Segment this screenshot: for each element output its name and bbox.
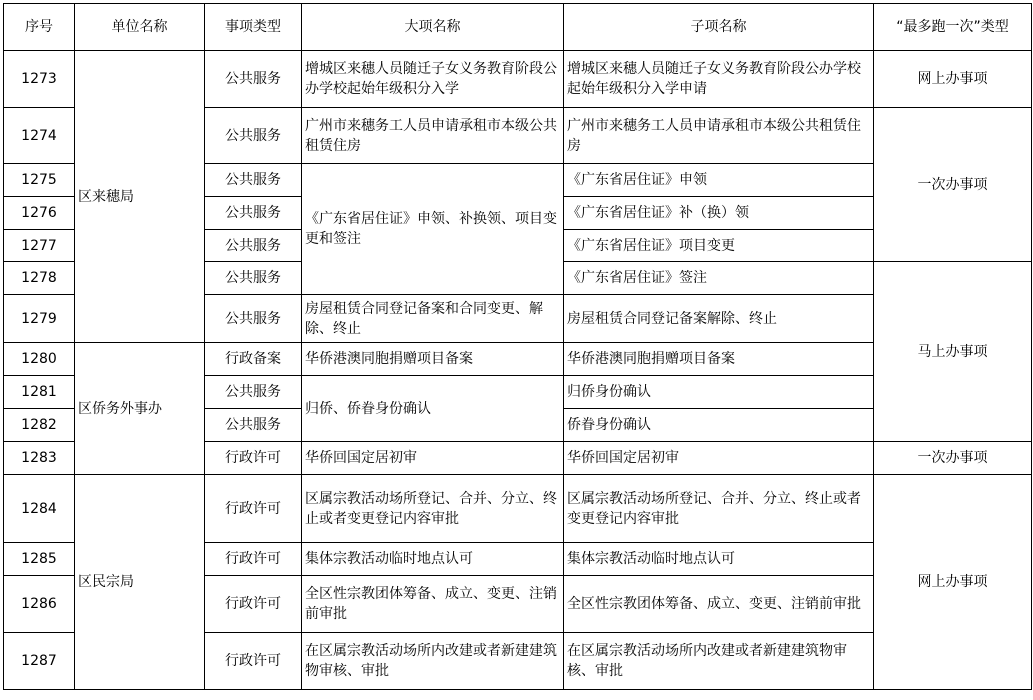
sub-cell: 集体宗教活动临时地点认可 [564, 543, 874, 576]
seq-cell: 1274 [4, 108, 75, 164]
header-sub: 子项名称 [564, 4, 874, 51]
seq-cell: 1277 [4, 230, 75, 262]
seq-cell: 1285 [4, 543, 75, 576]
major-cell: 华侨回国定居初审 [302, 442, 564, 475]
runtype-cell: 马上办事项 [874, 262, 1032, 442]
unit-cell: 区民宗局 [75, 475, 205, 690]
type-cell: 公共服务 [205, 197, 302, 230]
type-cell: 行政许可 [205, 576, 302, 633]
sub-cell: 全区性宗教团体筹备、成立、变更、注销前审批 [564, 576, 874, 633]
sub-cell: 《广东省居住证》补（换）领 [564, 197, 874, 230]
type-cell: 行政许可 [205, 442, 302, 475]
type-cell: 公共服务 [205, 262, 302, 295]
major-cell: 广州市来穗务工人员申请承租市本级公共租赁住房 [302, 108, 564, 164]
type-cell: 公共服务 [205, 409, 302, 442]
type-cell: 行政许可 [205, 475, 302, 543]
seq-cell: 1284 [4, 475, 75, 543]
header-runtype: “最多跑一次”类型 [874, 4, 1032, 51]
major-cell: 《广东省居住证》申领、补换领、项目变更和签注 [302, 164, 564, 295]
type-cell: 公共服务 [205, 295, 302, 343]
type-cell: 公共服务 [205, 108, 302, 164]
major-cell: 在区属宗教活动场所内改建或者新建建筑物审核、审批 [302, 633, 564, 690]
runtype-cell: 网上办事项 [874, 475, 1032, 690]
sub-cell: 广州市来穗务工人员申请承租市本级公共租赁住房 [564, 108, 874, 164]
seq-cell: 1287 [4, 633, 75, 690]
table-row [4, 51, 1032, 108]
type-cell: 公共服务 [205, 164, 302, 197]
type-cell: 行政备案 [205, 343, 302, 376]
sub-cell: 《广东省居住证》申领 [564, 164, 874, 197]
sub-cell: 房屋租赁合同登记备案解除、终止 [564, 295, 874, 343]
seq-cell: 1279 [4, 295, 75, 343]
sub-cell: 《广东省居住证》签注 [564, 262, 874, 295]
table-row [4, 475, 1032, 543]
major-cell: 房屋租赁合同登记备案和合同变更、解除、终止 [302, 295, 564, 343]
sub-cell: 侨眷身份确认 [564, 409, 874, 442]
runtype-cell: 一次办事项 [874, 108, 1032, 262]
sub-cell: 《广东省居住证》项目变更 [564, 230, 874, 262]
major-cell: 归侨、侨眷身份确认 [302, 376, 564, 442]
major-cell: 集体宗教活动临时地点认可 [302, 543, 564, 576]
runtype-cell: 网上办事项 [874, 51, 1032, 108]
seq-cell: 1275 [4, 164, 75, 197]
type-cell: 行政许可 [205, 633, 302, 690]
major-cell: 增城区来穗人员随迁子女义务教育阶段公办学校起始年级积分入学 [302, 51, 564, 108]
unit-cell: 区来穗局 [75, 51, 205, 343]
type-cell: 行政许可 [205, 543, 302, 576]
sub-cell: 区属宗教活动场所登记、合并、分立、终止或者变更登记内容审批 [564, 475, 874, 543]
items-table [3, 3, 1032, 690]
type-cell: 公共服务 [205, 376, 302, 409]
sub-cell: 在区属宗教活动场所内改建或者新建建筑物审核、审批 [564, 633, 874, 690]
header-unit: 单位名称 [75, 4, 205, 51]
seq-cell: 1283 [4, 442, 75, 475]
sub-cell: 增城区来穗人员随迁子女义务教育阶段公办学校起始年级积分入学申请 [564, 51, 874, 108]
seq-cell: 1280 [4, 343, 75, 376]
seq-cell: 1273 [4, 51, 75, 108]
sub-cell: 华侨回国定居初审 [564, 442, 874, 475]
seq-cell: 1282 [4, 409, 75, 442]
major-cell: 区属宗教活动场所登记、合并、分立、终止或者变更登记内容审批 [302, 475, 564, 543]
header-seq: 序号 [4, 4, 75, 51]
header-type: 事项类型 [205, 4, 302, 51]
type-cell: 公共服务 [205, 51, 302, 108]
unit-cell: 区侨务外事办 [75, 343, 205, 475]
runtype-cell: 一次办事项 [874, 442, 1032, 475]
major-cell: 全区性宗教团体筹备、成立、变更、注销前审批 [302, 576, 564, 633]
seq-cell: 1286 [4, 576, 75, 633]
sub-cell: 华侨港澳同胞捐赠项目备案 [564, 343, 874, 376]
seq-cell: 1276 [4, 197, 75, 230]
header-major: 大项名称 [302, 4, 564, 51]
sub-cell: 归侨身份确认 [564, 376, 874, 409]
seq-cell: 1278 [4, 262, 75, 295]
seq-cell: 1281 [4, 376, 75, 409]
header-row [4, 4, 1032, 51]
major-cell: 华侨港澳同胞捐赠项目备案 [302, 343, 564, 376]
type-cell: 公共服务 [205, 230, 302, 262]
